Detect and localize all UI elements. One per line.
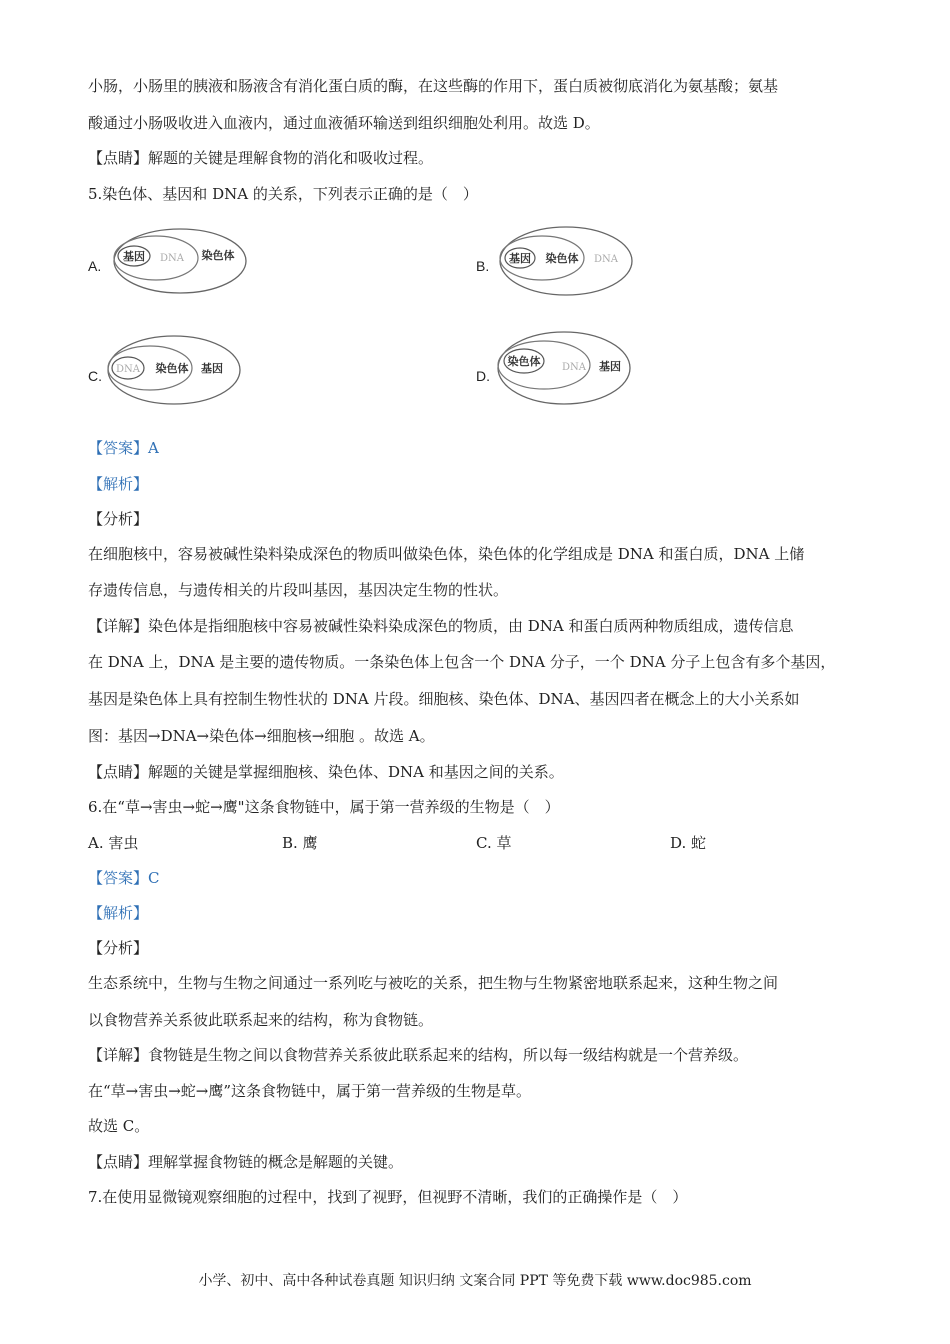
question-6: 6.在“草→害虫→蛇→鹰"这条食物链中，属于第一营养级的生物是（ ） (88, 798, 560, 816)
text-line: 以食物营养关系彼此联系起来的结构，称为食物链。 (88, 1011, 434, 1029)
text-line: 生态系统中，生物与生物之间通过一系列吃与被吃的关系，把生物与生物紧密地联系起来，这种生物之间 (88, 974, 779, 992)
q6-option-a: A. 害虫 (88, 834, 139, 852)
option-b-outer: DNA (594, 254, 618, 265)
q6-option-b: B. 鹰 (282, 834, 318, 852)
option-c-outer: 基因 (201, 362, 223, 375)
option-a-label: A. (88, 258, 102, 274)
analysis-heading-6: 【解析】 (88, 904, 149, 922)
text-line: 酸通过小肠吸收进入血液内，通过血液循环输送到组织细胞处利用。故选 D。 (88, 114, 600, 132)
text-line: 存遗传信息，与遗传相关的片段叫基因，基因决定生物的性状。 (88, 581, 509, 599)
question-7: 7.在使用显微镜观察细胞的过程中，找到了视野，但视野不清晰，我们的正确操作是（ ） (88, 1188, 688, 1206)
analysis-heading-5: 【解析】 (88, 475, 149, 493)
q6-option-d: D. 蛇 (670, 834, 707, 852)
option-a-diagram (110, 225, 250, 297)
text-line: 在“草→害虫→蛇→鹰”这条食物链中，属于第一营养级的生物是草。 (88, 1082, 532, 1100)
option-b-label: B. (476, 258, 490, 274)
tip-line: 【点睛】理解掌握食物链的概念是解题的关键。 (88, 1153, 404, 1171)
option-a-outer: 染色体 (201, 249, 235, 262)
answer-5: 【答案】A (88, 439, 159, 457)
text-line: 【详解】食物链是生物之间以食物营养关系彼此联系起来的结构，所以每一级结构就是一个营养级。 (88, 1046, 749, 1064)
tip-line: 【点睛】解题的关键是理解食物的消化和吸收过程。 (88, 149, 434, 167)
option-c-label: C. (88, 368, 102, 384)
q6-option-c: C. 草 (476, 834, 512, 852)
option-a-middle: DNA (160, 253, 184, 264)
subheading: 【分析】 (88, 939, 149, 957)
option-b-middle: 染色体 (545, 252, 579, 265)
page-footer: 小学、初中、高中各种试卷真题 知识归纳 文案合同 PPT 等免费下载 www.doc985.com (198, 1273, 752, 1289)
text-line: 基因是染色体上具有控制生物性状的 DNA 片段。细胞核、染色体、DNA、基因四者在概念上的大小关系如 (88, 690, 800, 708)
option-d-outer: 基因 (599, 360, 621, 373)
option-b-diagram (496, 223, 636, 299)
text-line: 在 DNA 上，DNA 是主要的遗传物质。一条染色体上包含一个 DNA 分子，一个 DNA 分子上包含有多个基因， (88, 653, 836, 671)
question-5: 5.染色体、基因和 DNA 的关系，下列表示正确的是（ ） (88, 185, 478, 203)
option-d-inner: 染色体 (507, 355, 541, 368)
option-a-inner: 基因 (123, 250, 145, 263)
text-line: 【详解】染色体是指细胞核中容易被碱性染料染成深色的物质，由 DNA 和蛋白质两种物质组成，遗传信息 (88, 617, 794, 635)
option-c-middle: 染色体 (155, 362, 189, 375)
option-d-middle: DNA (562, 362, 586, 373)
option-c-diagram (104, 332, 244, 408)
option-b-inner: 基因 (509, 252, 531, 265)
tip-line: 【点睛】解题的关键是掌握细胞核、染色体、DNA 和基因之间的关系。 (88, 763, 564, 781)
text-line: 在细胞核中，容易被碱性染料染成深色的物质叫做染色体，染色体的化学组成是 DNA 和蛋白质，DNA 上储 (88, 545, 805, 563)
option-c-inner: DNA (116, 364, 140, 375)
subheading: 【分析】 (88, 510, 149, 528)
answer-6: 【答案】C (88, 869, 160, 887)
text-line: 故选 C。 (88, 1117, 150, 1135)
option-d-label: D. (476, 368, 490, 384)
option-d-diagram (494, 328, 634, 408)
text-line: 图：基因→DNA→染色体→细胞核→细胞 。故选 A。 (88, 727, 435, 745)
text-line: 小肠，小肠里的胰液和肠液含有消化蛋白质的酶，在这些酶的作用下，蛋白质被彻底消化为氨基酸；氨基 (88, 77, 779, 95)
